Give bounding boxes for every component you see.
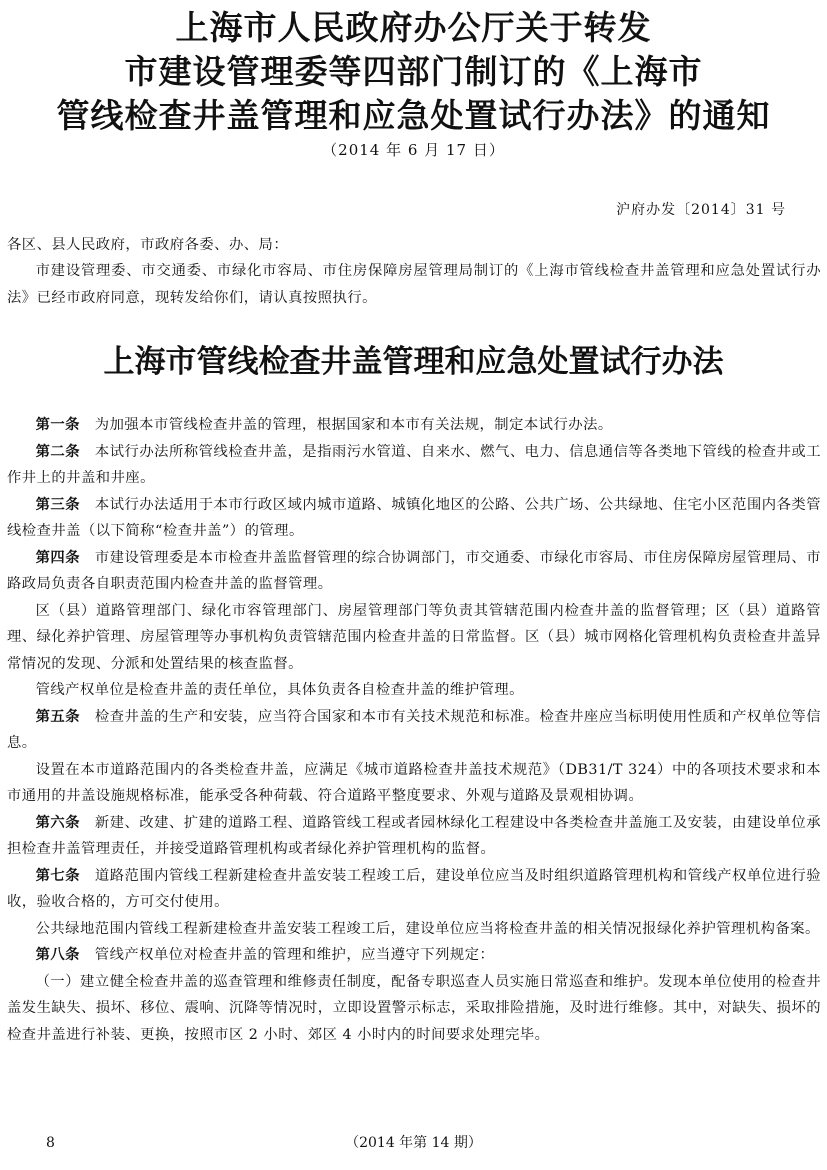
paragraph-text: 设置在本市道路范围内的各类检查井盖，应满足《城市道路检查井盖技术规范》（DB31/T 324）中的各项技术要求和本市通用的井盖设施规格标准，能承受各种荷载、符合道路平整度要求、外观与道路及景观相协调。 bbox=[7, 761, 821, 804]
document-number: 沪府办发〔2014〕31 号 bbox=[616, 202, 786, 218]
paragraph-text: 公共绿地范围内管线工程新建检查井盖安装工程竣工后，建设单位应当将检查井盖的相关情况报绿化养护管理机构备案。 bbox=[35, 920, 820, 937]
paragraph-text: 检查井盖的生产和安装，应当符合国家和本市有关技术规范和标准。检查井座应当标明使用性质和产权单位等信息。 bbox=[7, 708, 822, 751]
paragraph-text: （一）建立健全检查井盖的巡查管理和维修责任制度，配备专职巡查人员实施日常巡查和维护。发现本单位使用的检查井盖发生缺失、损坏、移位、震响、沉降等情况时，立即设置警示标志，采取排险措施，及时进行维修。其中，对缺失、损坏的检查井盖进行补装、更换，按照市区 2 小时、郊区 4 小时内的时间要求处理完毕。 bbox=[7, 973, 821, 1043]
regulation-paragraph bbox=[7, 545, 821, 598]
issue-date: （2014 年 6 月 17 日） bbox=[322, 141, 505, 159]
regulation-paragraph bbox=[7, 492, 821, 545]
article-number: 第六条 bbox=[35, 814, 81, 831]
paragraph-text: 管线产权单位是检查井盖的责任单位，具体负责各自检查井盖的维护管理。 bbox=[35, 682, 524, 698]
page-number: 8 bbox=[46, 1135, 55, 1151]
paragraph-text: 本试行办法所称管线检查井盖，是指雨污水管道、自来水、燃气、电力、信息通信等各类地下管线的检查井或工作井上的井盖和井座。 bbox=[7, 443, 822, 486]
paragraph-text: 本试行办法适用于本市行政区域内城市道路、城镇化地区的公路、公共广场、公共绿地、住宅小区范围内各类管线检查井盖（以下简称“检查井盖”）的管理。 bbox=[7, 496, 822, 539]
regulation-title: 上海市管线检查井盖管理和应急处置试行办法 bbox=[103, 344, 724, 380]
article-number: 第四条 bbox=[35, 549, 81, 566]
paragraph-text: 市建设管理委是本市检查井盖监督管理的综合协调部门，市交通委、市绿化市容局、市住房保障房屋管理局、市路政局负责各自职责范围内检查井盖的监督管理。 bbox=[7, 549, 822, 592]
article-number: 第一条 bbox=[35, 417, 80, 433]
addressee: 各区、县人民政府，市政府各委、办、局： bbox=[7, 237, 289, 253]
regulation-paragraph bbox=[7, 757, 821, 810]
paragraph-text: 道路范围内管线工程新建检查井盖安装工程竣工后，建设单位应当及时组织道路管理机构和管线产权单位进行验收，验收合格的，方可交付使用。 bbox=[7, 867, 822, 910]
regulation-paragraph bbox=[7, 677, 821, 704]
notice-title bbox=[0, 6, 827, 160]
regulation-paragraph bbox=[7, 704, 821, 757]
article-number: 第七条 bbox=[35, 867, 81, 884]
notice-body: 市建设管理委、市交通委、市绿化市容局、市住房保障房屋管理局制订的《上海市管线检查井盖管理和应急处置试行办法》已经市政府同意，现转发给你们，请认真按照执行。 bbox=[7, 263, 821, 306]
paragraph-text: 为加强本市管线检查井盖的管理，根据国家和本市有关法规，制定本试行办法。 bbox=[94, 417, 613, 433]
regulation-paragraph bbox=[7, 969, 821, 1049]
regulation-paragraph bbox=[7, 942, 821, 969]
regulation-paragraph bbox=[7, 412, 821, 439]
paragraph-text: 新建、改建、扩建的道路工程、道路管线工程或者园林绿化工程建设中各类检查井盖施工及安装，由建设单位承担检查井盖管理责任，并接受道路管理机构或者绿化养护管理机构的监督。 bbox=[7, 814, 822, 857]
regulation-paragraph bbox=[7, 439, 821, 492]
title-line-2: 市建设管理委等四部门制订的《上海市 bbox=[124, 52, 703, 91]
regulation-paragraph bbox=[7, 598, 821, 678]
regulation-body bbox=[7, 412, 821, 1048]
article-number: 第八条 bbox=[35, 947, 80, 963]
regulation-paragraph bbox=[7, 863, 821, 916]
title-line-1: 上海市人民政府办公厅关于转发 bbox=[175, 8, 652, 47]
article-number: 第五条 bbox=[35, 708, 81, 725]
article-number: 第三条 bbox=[35, 496, 81, 513]
paragraph-text: 管线产权单位对检查井盖的管理和维护，应当遵守下列规定： bbox=[94, 947, 495, 963]
article-number: 第二条 bbox=[35, 443, 81, 460]
issue-number: （2014 年第 14 期） bbox=[345, 1135, 482, 1151]
title-line-3: 管线检查井盖管理和应急处置试行办法》的通知 bbox=[56, 96, 771, 135]
regulation-paragraph bbox=[7, 810, 821, 863]
paragraph-text: 区（县）道路管理部门、绿化市容管理部门、房屋管理部门等负责其管辖范围内检查井盖的监督管理；区（县）道路管理、绿化养护管理、房屋管理等办事机构负责管辖范围内检查井盖的日常监督。区（县）城市网格化管理机构负责检查井盖异常情况的发现、分派和处置结果的核查监督。 bbox=[7, 602, 821, 672]
regulation-paragraph bbox=[7, 916, 821, 943]
